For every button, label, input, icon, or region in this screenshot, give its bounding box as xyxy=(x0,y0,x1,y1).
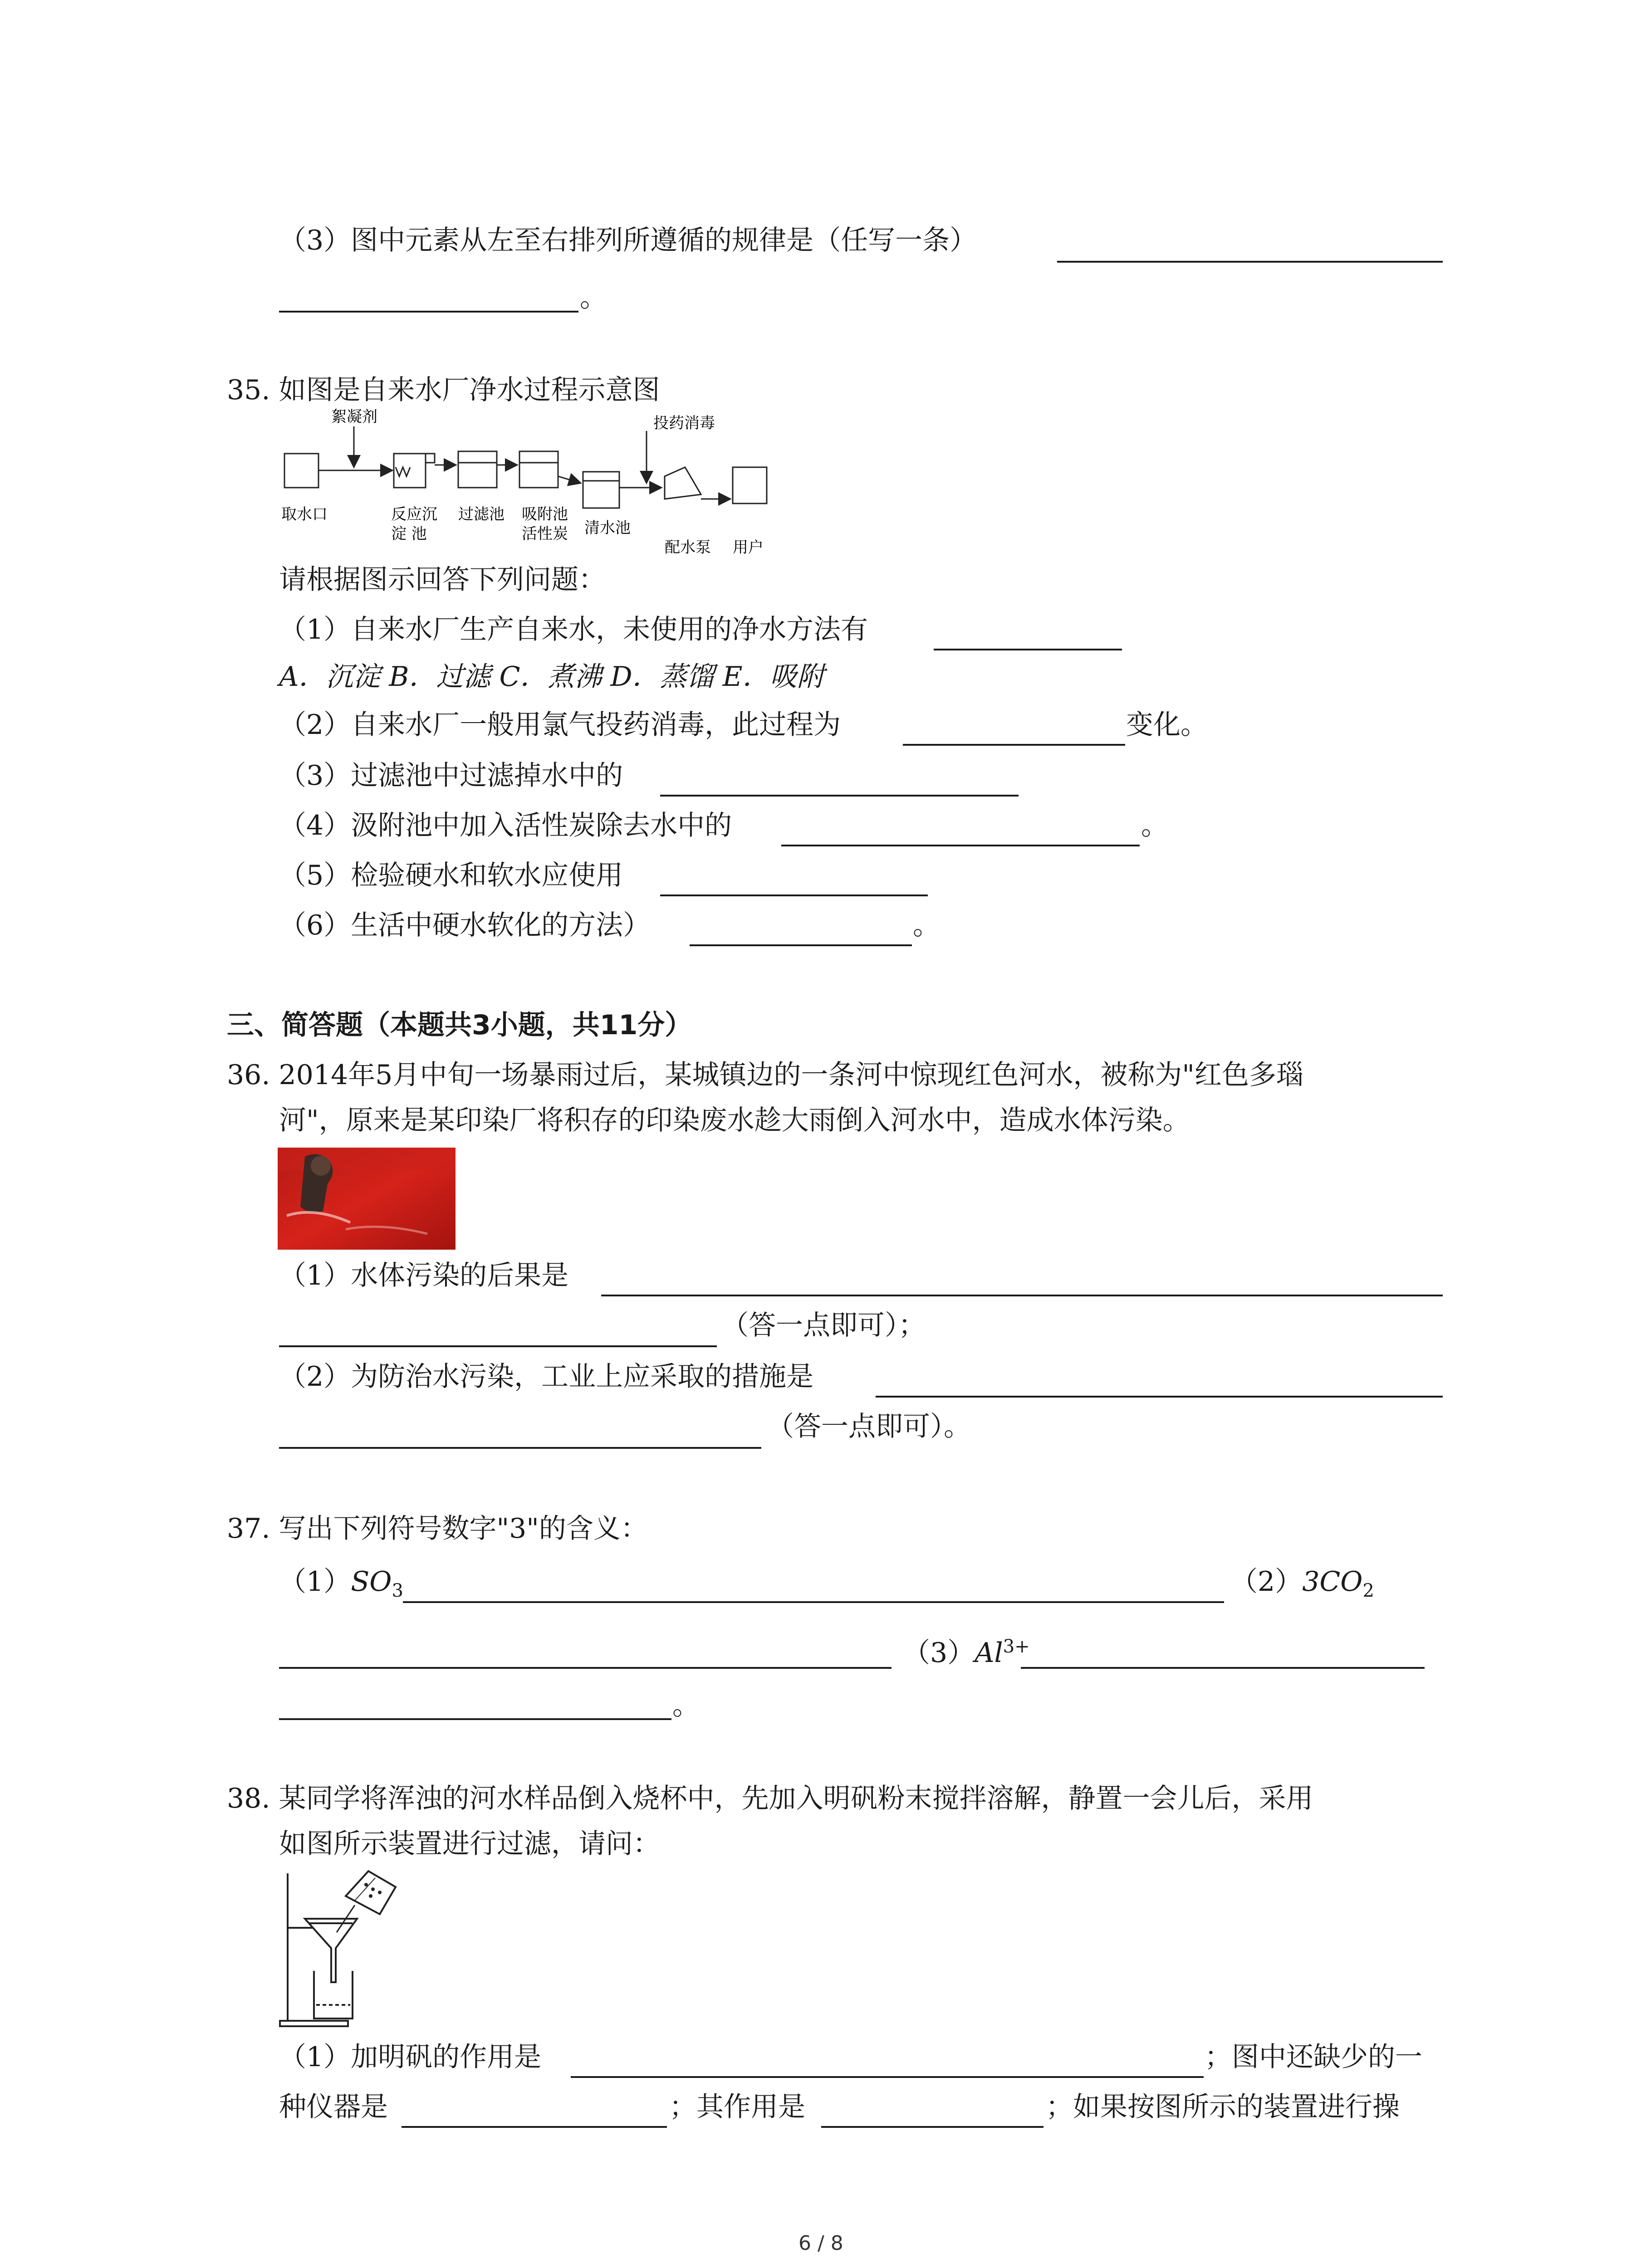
label-adsorb-2: 活性炭 xyxy=(522,525,568,543)
label-sediment-2: 淀 池 xyxy=(391,525,427,543)
label-sediment-1: 反应沉 xyxy=(391,505,437,523)
q36-part1-blank-1[interactable] xyxy=(601,1295,1443,1296)
q38-part1b-end: ；如果按图所示的装置进行操 xyxy=(1046,2091,1400,2123)
q37-part2-sub: 2 xyxy=(1362,1580,1374,1601)
q37-part3-label: （3） xyxy=(903,1637,975,1669)
q37-part3-blank-2[interactable] xyxy=(279,1718,671,1720)
q38-part1b: 种仪器是 xyxy=(279,2091,388,2123)
q37-part2-label: （2） xyxy=(1230,1566,1303,1598)
q34-part3-text: （3）图中元素从左至右排列所遵循的规律是（任写一条） xyxy=(279,225,977,256)
q38-part1b-mid: ；其作用是 xyxy=(669,2091,805,2123)
q37-end: 。 xyxy=(672,1690,700,1721)
q35-prompt: 请根据图示回答下列问题： xyxy=(279,564,606,596)
q38-part1-mid: ；图中还缺少的一 xyxy=(1205,2041,1422,2073)
label-intake: 取水口 xyxy=(281,505,328,523)
label-adsorb-1: 吸附池 xyxy=(522,505,568,523)
q35-part5-blank[interactable] xyxy=(660,894,928,896)
q35-part2-end: 变化。 xyxy=(1126,709,1208,741)
filtration-apparatus-diagram xyxy=(278,1864,405,2032)
q37-part3-formula: Al xyxy=(975,1637,1003,1669)
q38-part1-blank-3[interactable] xyxy=(821,2126,1043,2128)
q35-part6-blank[interactable] xyxy=(690,944,912,946)
q35-part3: （3）过滤池中过滤掉水中的 xyxy=(279,760,623,792)
q35-part5: （5）检验硬水和软水应使用 xyxy=(279,860,623,891)
q37-part1-label: （1） xyxy=(279,1566,351,1598)
q38-part1-blank-1[interactable] xyxy=(571,2076,1204,2078)
page-number: 6 / 8 xyxy=(798,2232,843,2255)
intake-box xyxy=(284,454,318,488)
label-disinfect: 投药消毒 xyxy=(653,414,715,432)
q35-options-text: A．沉淀 B．过滤 C．煮沸 D．蒸馏 E．吸附 xyxy=(279,661,824,693)
q37-part1-blank[interactable] xyxy=(403,1601,1224,1603)
red-river-photo xyxy=(278,1148,456,1250)
q34-part3-end: 。 xyxy=(580,282,607,313)
q38-line2: 如图所示装置进行过滤，请问： xyxy=(279,1828,660,1860)
q35-part4-end: 。 xyxy=(1141,810,1168,841)
filter-tank xyxy=(458,451,497,488)
section3-title: 三、简答题（本题共3小题，共11分） xyxy=(227,1009,692,1041)
q37-part3-blank-1[interactable] xyxy=(1021,1667,1425,1669)
user-box xyxy=(733,467,767,503)
q37-part3 xyxy=(903,1628,1030,1671)
water-treatment-diagram xyxy=(272,408,826,562)
q37-part1 xyxy=(279,1564,403,1609)
q35-part4: （4）汲附池中加入活性炭除去水中的 xyxy=(279,810,732,841)
q36-part2-blank-2[interactable] xyxy=(279,1447,761,1449)
sedimentation-tank xyxy=(394,454,426,488)
q35-part4-blank[interactable] xyxy=(781,845,1140,846)
q37-part2-blank[interactable] xyxy=(279,1667,892,1669)
q35-stem: 35. 如图是自来水厂净水过程示意图 xyxy=(227,374,660,406)
label-coagulant: 絮凝剂 xyxy=(331,408,377,426)
q37-part2 xyxy=(1230,1564,1374,1609)
q35-part1: （1）自来水厂生产自来水，未使用的净水方法有 xyxy=(279,614,868,645)
q36-part1-end: （答一点即可）； xyxy=(721,1310,926,1341)
q36-part1-blank-2[interactable] xyxy=(279,1345,717,1347)
pump-box xyxy=(665,467,701,499)
q36-part2-blank-1[interactable] xyxy=(876,1396,1443,1398)
adsorption-tank xyxy=(519,451,558,488)
q35-part1-blank[interactable] xyxy=(934,649,1122,650)
label-filter: 过滤池 xyxy=(458,505,505,523)
q36-line1: 36. 2014年5月中旬一场暴雨过后，某城镇边的一条河中惊现红色河水，被称为"红色多瑙 xyxy=(227,1059,1303,1091)
q36-line2: 河"，原来是某印染厂将积存的印染废水趁大雨倒入河水中，造成水体污染。 xyxy=(279,1105,1190,1136)
q35-part6: （6）生活中硬水软化的方法） xyxy=(279,909,651,941)
q35-part2-blank[interactable] xyxy=(903,744,1125,746)
q37-part1-sub: 3 xyxy=(392,1580,403,1601)
q37-part3-sup: 3+ xyxy=(1003,1636,1030,1657)
q36-part2-end: （答一点即可）。 xyxy=(767,1411,971,1442)
q35-part2: （2）自来水厂一般用氯气投药消毒，此过程为 xyxy=(279,709,841,741)
label-clear: 清水池 xyxy=(584,519,631,537)
q37-part2-formula: 3CO xyxy=(1302,1566,1363,1598)
q34-part3-blank-2[interactable] xyxy=(279,311,578,313)
q37-part1-formula: SO xyxy=(351,1566,392,1598)
clear-water-tank xyxy=(583,472,619,508)
q37-stem: 37. 写出下列符号数字"3"的含义： xyxy=(227,1513,648,1545)
q35-options xyxy=(279,659,824,695)
label-pump: 配水泵 xyxy=(665,538,711,557)
q38-line1: 38. 某同学将浑浊的河水样品倒入烧杯中，先加入明矾粉末搅拌溶解，静置一会儿后，采用 xyxy=(227,1783,1313,1814)
q38-part1-blank-2[interactable] xyxy=(402,2126,667,2128)
q38-part1: （1）加明矾的作用是 xyxy=(279,2041,542,2073)
q36-part2: （2）为防治水污染，工业上应采取的措施是 xyxy=(279,1361,814,1393)
q35-part6-end: 。 xyxy=(913,909,940,941)
q34-part3-blank-1[interactable] xyxy=(1057,261,1443,263)
label-user: 用户 xyxy=(733,538,764,557)
q36-part1: （1）水体污染的后果是 xyxy=(279,1260,569,1291)
q35-part3-blank[interactable] xyxy=(660,795,1019,797)
